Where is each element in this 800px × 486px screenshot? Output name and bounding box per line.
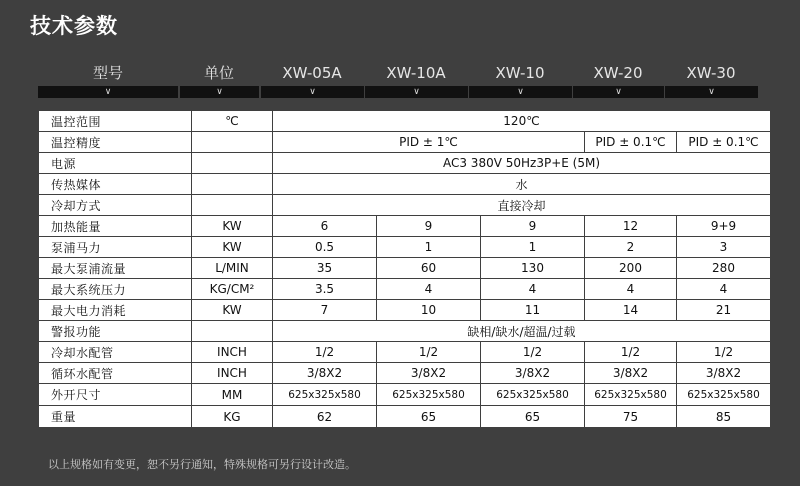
chevron-down-icon: ∨	[665, 86, 758, 98]
table-row	[39, 300, 771, 321]
value-cell: 1	[481, 237, 585, 258]
param-label: 电源	[39, 153, 192, 174]
table-row	[39, 111, 771, 132]
value-cell: 130	[481, 258, 585, 279]
header-model-1: XW-05A	[282, 64, 342, 82]
header-model-2: XW-10A	[386, 64, 446, 82]
table-row	[39, 174, 771, 195]
table-header	[38, 62, 758, 84]
table-row	[39, 279, 771, 300]
header-arrow-bar	[38, 86, 758, 98]
value-cell: 280	[677, 258, 771, 279]
value-cell: 625x325x580	[677, 384, 771, 406]
table-row	[39, 321, 771, 342]
value-cell: 1/2	[481, 342, 585, 363]
value-cell: 60	[377, 258, 481, 279]
table-row	[39, 342, 771, 363]
param-label: 警报功能	[39, 321, 192, 342]
value-cell: 1/2	[677, 342, 771, 363]
param-label: 重量	[39, 406, 192, 428]
chevron-down-icon: ∨	[180, 86, 259, 98]
value-cell: AC3 380V 50Hz3P+E (5M)	[273, 153, 771, 174]
unit-cell	[192, 132, 273, 153]
spec-table	[38, 110, 771, 428]
param-label: 温控精度	[39, 132, 192, 153]
param-label: 冷却方式	[39, 195, 192, 216]
param-label: 温控范围	[39, 111, 192, 132]
table-row	[39, 258, 771, 279]
param-label: 最大电力消耗	[39, 300, 192, 321]
table-row	[39, 406, 771, 428]
value-cell: 4	[585, 279, 677, 300]
value-cell: 625x325x580	[273, 384, 377, 406]
value-cell: 3.5	[273, 279, 377, 300]
chevron-down-icon: ∨	[573, 86, 664, 98]
unit-cell: KW	[192, 237, 273, 258]
unit-cell: INCH	[192, 363, 273, 384]
value-cell: PID ± 0.1℃	[677, 132, 771, 153]
value-cell: 1/2	[585, 342, 677, 363]
unit-cell	[192, 153, 273, 174]
table-row	[39, 363, 771, 384]
value-cell: 1	[377, 237, 481, 258]
value-cell: 水	[273, 174, 771, 195]
unit-cell: KW	[192, 300, 273, 321]
value-cell: 9	[481, 216, 585, 237]
unit-cell: KG	[192, 406, 273, 428]
param-label: 加热能量	[39, 216, 192, 237]
value-cell: 10	[377, 300, 481, 321]
value-cell: 直接冷却	[273, 195, 771, 216]
value-cell: 6	[273, 216, 377, 237]
value-cell: 625x325x580	[481, 384, 585, 406]
header-model-5: XW-30	[686, 64, 736, 82]
param-label: 最大泵浦流量	[39, 258, 192, 279]
unit-cell: L/MIN	[192, 258, 273, 279]
param-label: 泵浦马力	[39, 237, 192, 258]
value-cell: 9+9	[677, 216, 771, 237]
value-cell: 35	[273, 258, 377, 279]
value-cell: 12	[585, 216, 677, 237]
value-cell: 14	[585, 300, 677, 321]
header-model-4: XW-20	[593, 64, 643, 82]
value-cell: 3/8X2	[273, 363, 377, 384]
header-unit: 单位	[203, 64, 234, 82]
footnote: 以上规格如有变更，恕不另行通知，特殊规格可另行设计改造。	[48, 458, 356, 471]
unit-cell: INCH	[192, 342, 273, 363]
value-cell: 4	[481, 279, 585, 300]
param-label: 循环水配管	[39, 363, 192, 384]
value-cell: 85	[677, 406, 771, 428]
header-param: 型号	[92, 64, 123, 82]
value-cell: 120℃	[273, 111, 771, 132]
value-cell: 4	[677, 279, 771, 300]
value-cell: 3	[677, 237, 771, 258]
value-cell: 1/2	[273, 342, 377, 363]
unit-cell: KG/CM²	[192, 279, 273, 300]
table-row	[39, 153, 771, 174]
table-row	[39, 237, 771, 258]
value-cell: 7	[273, 300, 377, 321]
table-row	[39, 195, 771, 216]
unit-cell	[192, 195, 273, 216]
param-label: 最大系统压力	[39, 279, 192, 300]
value-cell: 缺相/缺水/超温/过载	[273, 321, 771, 342]
value-cell: 625x325x580	[585, 384, 677, 406]
header-model-3: XW-10	[495, 64, 545, 82]
value-cell: 3/8X2	[677, 363, 771, 384]
table-row	[39, 132, 771, 153]
value-cell: PID ± 0.1℃	[585, 132, 677, 153]
unit-cell	[192, 321, 273, 342]
value-cell: 75	[585, 406, 677, 428]
value-cell: 0.5	[273, 237, 377, 258]
value-cell: 65	[481, 406, 585, 428]
value-cell: 62	[273, 406, 377, 428]
value-cell: 625x325x580	[377, 384, 481, 406]
value-cell: 3/8X2	[585, 363, 677, 384]
value-cell: 21	[677, 300, 771, 321]
chevron-down-icon: ∨	[261, 86, 364, 98]
value-cell: 65	[377, 406, 481, 428]
unit-cell: ℃	[192, 111, 273, 132]
value-cell: 11	[481, 300, 585, 321]
value-cell: 3/8X2	[481, 363, 585, 384]
value-cell: PID ± 1℃	[273, 132, 585, 153]
value-cell: 1/2	[377, 342, 481, 363]
chevron-down-icon: ∨	[38, 86, 178, 98]
unit-cell: KW	[192, 216, 273, 237]
value-cell: 2	[585, 237, 677, 258]
param-label: 冷却水配管	[39, 342, 192, 363]
table-row	[39, 216, 771, 237]
param-label: 外开尺寸	[39, 384, 192, 406]
chevron-down-icon: ∨	[365, 86, 468, 98]
chevron-down-icon: ∨	[469, 86, 572, 98]
param-label: 传热媒体	[39, 174, 192, 195]
page-title: 技术参数	[30, 14, 118, 38]
unit-cell: MM	[192, 384, 273, 406]
value-cell: 200	[585, 258, 677, 279]
unit-cell	[192, 174, 273, 195]
value-cell: 9	[377, 216, 481, 237]
value-cell: 4	[377, 279, 481, 300]
table-row	[39, 384, 771, 406]
value-cell: 3/8X2	[377, 363, 481, 384]
